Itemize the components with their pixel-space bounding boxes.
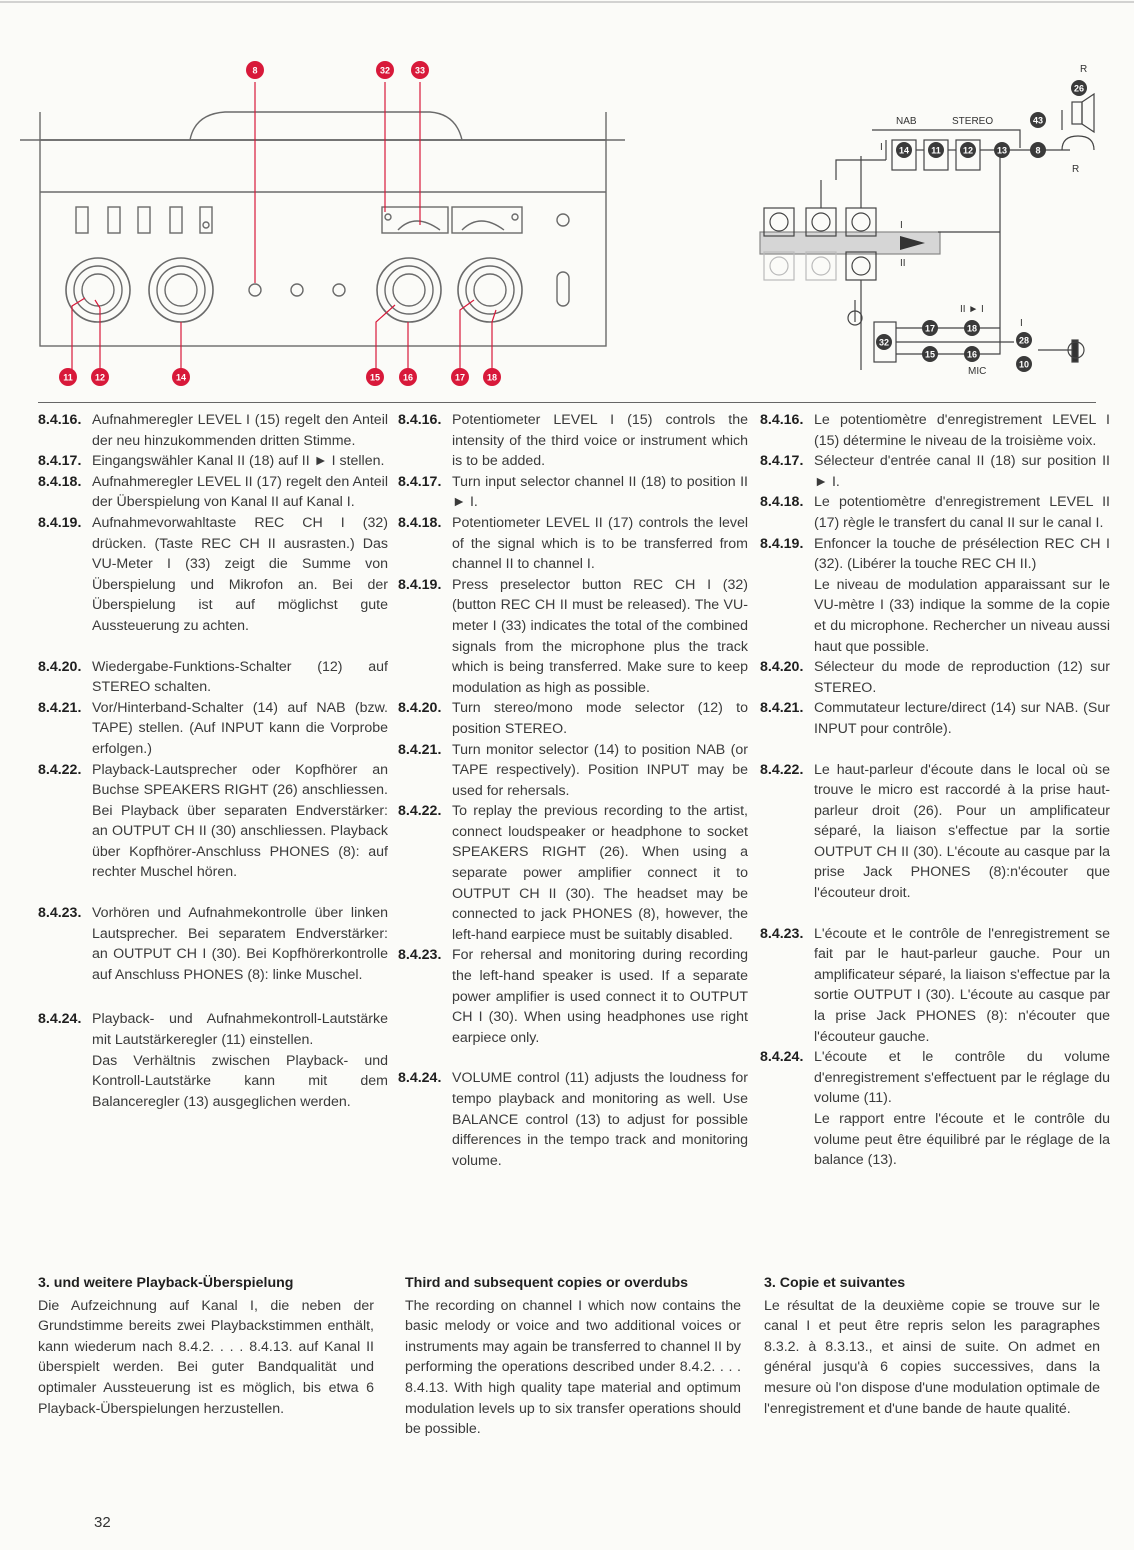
svg-text:28: 28 [1018,335,1030,346]
instruction-item [38,657,388,698]
item-text: Vorhören und Aufnahmekontrolle über linken Lautsprecher. Bei separatem Endverstärker: an OUTPUT CH I (30). Bei Kopfhörerkontrolle auf Anschluss PHONES (8): linke Muschel. [92,905,388,983]
instruction-item [760,1047,1110,1171]
item-number: 8.4.20. [760,659,804,676]
svg-text:10: 10 [1018,359,1030,370]
callout-8 [246,61,264,79]
french-column [760,410,1110,1171]
svg-text:13: 13 [996,145,1008,156]
section-title: Third and subsequent copies or overdubs [405,1275,689,1291]
svg-text:15: 15 [369,372,381,383]
schematic-labels [880,64,1087,377]
svg-text:33: 33 [414,65,426,76]
instruction-item [760,410,1110,451]
item-text-continued: Das Verhältnis zwischen Playback- und Kontroll-Lautstärke kann mit dem Balanceregler (13) ausgeglichen werden. [92,1052,388,1110]
item-text-continued: Le rapport entre l'écoute et le contrôle du volume peut être équilibré par le réglage de la balance (13). [814,1111,1110,1169]
instruction-item [398,740,748,802]
item-text: Aufnahmeregler LEVEL II (17) regelt den Anteil der Überspielung von Kanal II auf Kanal I. [92,473,388,511]
section-body: The recording on channel I which now contains the basic melody or voice and two additional voices or instruments may again be transferred to channel II by performing the operations described under 8.4.2. . . . 8.4.13. With high quality tape material and optimum modulation levels up to six transfer operations should be possible. [405,1297,741,1438]
instruction-item [398,472,748,513]
svg-text:16: 16 [966,349,978,360]
instruction-item [760,492,1110,533]
schematic-badge-11 [928,142,944,158]
svg-text:12: 12 [962,145,974,156]
item-text: Potentiometer LEVEL I (15) controls the intensity of the third voice or instrument which is to be added. [452,412,748,470]
header-rule [38,402,1096,403]
item-text: Le potentiomètre d'enregistrement LEVEL II (17) règle le transfert du canal II sur le canal I. [814,494,1110,531]
item-number: 8.4.22. [38,761,82,778]
callout-32 [376,61,394,79]
svg-text:32: 32 [878,337,890,348]
schematic-label: II ► I [960,304,984,315]
french-section [764,1273,1100,1419]
schematic-label: R [1080,64,1088,75]
english-column [398,410,748,1171]
item-number: 8.4.18. [38,473,82,490]
item-text: Aufnahmeregler LEVEL I (15) regelt den Anteil der neu hinzukommenden dritten Stimme. [92,412,388,449]
callout-12 [91,368,109,386]
instruction-item [38,903,388,985]
instruction-item [760,760,1110,904]
item-number: 8.4.21. [38,699,82,716]
instruction-item [760,451,1110,492]
svg-text:32: 32 [379,65,391,76]
schematic-label: MIC [968,366,987,377]
svg-text:17: 17 [924,323,936,334]
item-text: L'écoute et le contrôle du volume d'enregistrement s'effectuent par le réglage du volume (11). [814,1049,1110,1107]
callouts-top [246,61,429,79]
instruction-item [38,451,388,472]
callout-33 [411,61,429,79]
callout-11 [59,368,77,386]
german-column [38,410,388,1112]
svg-text:8: 8 [252,65,258,76]
schematic-badge-17 [922,320,938,336]
instruction-item [38,1009,388,1112]
svg-text:15: 15 [924,349,936,360]
item-text: Playback-Lautsprecher oder Kopfhörer an Buchse SPEAKERS RIGHT (26) anschliessen. Bei Playback über separaten Endverstärker: an OUTPUT CH II (30) anschliessen. Playback über Kopfhörer-Anschluss PHONES (8): auf rechter Muschel hören. [92,761,388,881]
item-number: 8.4.19. [760,535,804,552]
item-text: Press preselector button REC CH I (32) (button REC CH II must be released). The VU-meter I (33) indicates the total of the combined signals from the microphone plus the track which is being transferred. Make sure to keep modulation as high as possible. [452,576,748,696]
instruction-item [398,575,748,699]
item-text: L'écoute et le contrôle de l'enregistrement se fait par le haut-parleur gauche. Pour un amplificateur séparé, la liaison s'effectue par la sortie OUTPUT I (30). L'écoute au casque par la prise Jack PHONES (8): n'écouter que l'écouteur gauche. [814,925,1110,1045]
svg-text:26: 26 [1073,83,1085,94]
item-number: 8.4.16. [760,412,804,428]
schematic-badge-8 [1030,142,1046,158]
german-section [38,1273,374,1419]
instruction-item [38,410,388,451]
svg-text:12: 12 [94,372,106,383]
english-section [405,1273,741,1440]
schematic-badge-43 [1030,112,1046,128]
section-title: 3. und weitere Playback-Überspielung [38,1275,294,1291]
svg-text:43: 43 [1032,115,1044,126]
section-body: Le résultat de la deuxième copie se trouve sur le canal I et peut être repris selon les paragraphes 8.3.2. à 8.3.13., et ainsi de suite. On admet en général jusqu'à 6 copies successives, dans la mesure où l'on dispose d'une modulation optimale de l'enregistrement et d'une bande de haute qualité. [764,1297,1100,1417]
instruction-item [760,924,1110,1048]
instruction-item [760,698,1110,739]
item-text: Vor/Hinterband-Schalter (14) auf NAB (bzw. TAPE) stellen. (Auf INPUT kann die Vorprobe erfolgen.) [92,699,388,757]
item-text: Turn input selector channel II (18) to position II ► I. [452,473,748,511]
schematic-badge-18 [964,320,980,336]
instruction-item [38,513,388,637]
instruction-item [398,945,748,1048]
item-text: Le haut-parleur d'écoute dans le local où se trouve le micro est raccordé à la prise haut-parleur droit (26). Pour un amplificateur séparé, la liaison s'effectue par la sortie OUTPUT CH II (30). L'écoute au casque par la prise Jack PHONES (8):n'écouter que l'écouteur droit. [814,761,1110,902]
item-number: 8.4.24. [398,1070,442,1087]
item-number: 8.4.22. [760,761,804,778]
item-text: Wiedergabe-Funktions-Schalter (12) auf STEREO schalten. [92,658,388,696]
item-number: 8.4.17. [398,473,442,490]
svg-text:17: 17 [454,372,466,383]
instruction-item [398,801,748,945]
item-number: 8.4.21. [760,700,804,717]
item-number: 8.4.24. [760,1049,804,1066]
schematic-badge-26 [1071,80,1087,96]
section-title: 3. Copie et suivantes [764,1275,906,1291]
item-number: 8.4.21. [398,741,442,758]
schematic-label: I [1020,318,1023,329]
item-text: Turn stereo/mono mode selector (12) to position STEREO. [452,700,748,737]
callout-14 [172,368,190,386]
item-text: Le potentiomètre d'enregistrement LEVEL I (15) détermine le niveau de la troisième voix. [814,412,1110,449]
instruction-item [398,1068,748,1171]
callout-leaders [72,82,496,376]
svg-text:8: 8 [1035,145,1041,156]
schematic-label: STEREO [952,116,994,127]
item-number: 8.4.23. [38,905,82,922]
device-panel [20,112,625,346]
item-text: VOLUME control (11) adjusts the loudness for tempo playback and monitoring as well. Use BALANCE control (13) to adjust for possible differences in the tempo track and monitoring volume. [452,1070,748,1169]
callout-18 [483,368,501,386]
svg-text:18: 18 [486,372,498,383]
schematic-badge-10 [1016,356,1032,372]
item-number: 8.4.17. [760,453,804,470]
front-panel-figure [0,0,1134,400]
item-text: Enfoncer la touche de présélection REC CH I (32). (Libérer la touche REC CH II.) [814,535,1110,573]
instruction-item [38,760,388,884]
item-text: Commutateur lecture/direct (14) sur NAB. (Sur INPUT pour contrôle). [814,700,1110,737]
item-number: 8.4.24. [38,1011,82,1028]
item-text: Aufnahmevorwahltaste REC CH I (32) drücken. (Taste REC CH II ausrasten.) Das VU-Meter I (33) zeigt die Summe von Überspielung und Mikrofon an. Bei der Überspielung ist auf möglichst gute Aussteuerung zu achten. [92,514,388,634]
item-text: Potentiometer LEVEL II (17) controls the level of the signal which is to be transferred from channel II to channel I. [452,514,748,573]
schematic-badge-28 [1016,332,1032,348]
callout-15 [366,368,384,386]
item-text: Turn monitor selector (14) to position NAB (or TAPE respectively). Position INPUT may be used for rehersals. [452,741,748,799]
instruction-item [760,657,1110,698]
schematic-label: NAB [896,116,917,127]
svg-text:18: 18 [966,323,978,334]
item-number: 8.4.23. [398,947,442,964]
item-number: 8.4.19. [38,514,82,531]
item-text-continued: Le niveau de modulation apparaissant sur le VU-mètre I (33) indique la somme de la copie et du microphone. Rechercher un niveau aussi haut que possible. [814,576,1110,655]
callouts-bottom [59,368,501,386]
schematic-label: I [880,142,883,153]
instruction-item [38,698,388,760]
schematic-label: I [900,220,903,231]
schematic-badge-16 [964,346,980,362]
svg-text:11: 11 [63,372,73,383]
instruction-item [38,472,388,513]
item-number: 8.4.23. [760,925,804,942]
item-number: 8.4.16. [398,412,442,428]
callout-16 [399,368,417,386]
svg-text:16: 16 [402,372,414,383]
item-number: 8.4.22. [398,803,442,820]
item-number: 8.4.16. [38,412,82,428]
instruction-item [398,513,748,575]
instruction-item [760,534,1110,658]
schematic-badge-32 [876,334,892,350]
schematic-badge-15 [922,346,938,362]
callout-17 [451,368,469,386]
instruction-item [398,698,748,739]
instruction-item [398,410,748,472]
item-number: 8.4.17. [38,453,82,470]
item-text: Sélecteur du mode de reproduction (12) sur STEREO. [814,659,1110,696]
schematic-label: II [900,258,906,269]
schematic-badge-12 [960,142,976,158]
item-number: 8.4.19. [398,576,442,593]
svg-text:14: 14 [898,145,910,156]
svg-text:14: 14 [175,372,187,383]
item-text: Eingangswähler Kanal II (18) auf II ► I stellen. [92,453,385,470]
schematic-badge-13 [994,142,1010,158]
item-number: 8.4.20. [38,658,82,675]
section-body: Die Aufzeichnung auf Kanal I, die neben der Grundstimme bereits zwei Playbackstimmen enthält, kann wiederum nach 8.4.2. . . . 8.4.13. auf Kanal II überspielt werden. Bei guter Bandqualität und optimaler Aussteuerung ist es möglich, bis etwa 6 Playback-Überspielungen herzustellen. [38,1297,374,1417]
svg-text:11: 11 [931,145,941,156]
item-text: To replay the previous recording to the artist, connect loudspeaker or headphone to socket SPEAKERS RIGHT (26). When using a separate power amplifier connect it to OUTPUT CH II (30). The headset may be connected to jack PHONES (8), however, the left-hand earpiece must be suitably disabled. [452,803,748,943]
item-number: 8.4.20. [398,700,442,717]
item-text: For rehersal and monitoring during recording the left-hand speaker is used. If a separate power amplifier is used connect it to OUTPUT CH I (30). When using headphones use right earpiece only. [452,947,748,1046]
schematic-badge-14 [896,142,912,158]
item-number: 8.4.18. [760,494,804,511]
item-text: Playback- und Aufnahmekontroll-Lautstärke mit Lautstärkeregler (11) einstellen. [92,1011,388,1049]
schematic-label: R [1072,164,1080,175]
item-number: 8.4.18. [398,514,442,531]
item-text: Sélecteur d'entrée canal II (18) sur position II ► I. [814,453,1110,490]
page-number: 32 [94,1514,111,1531]
